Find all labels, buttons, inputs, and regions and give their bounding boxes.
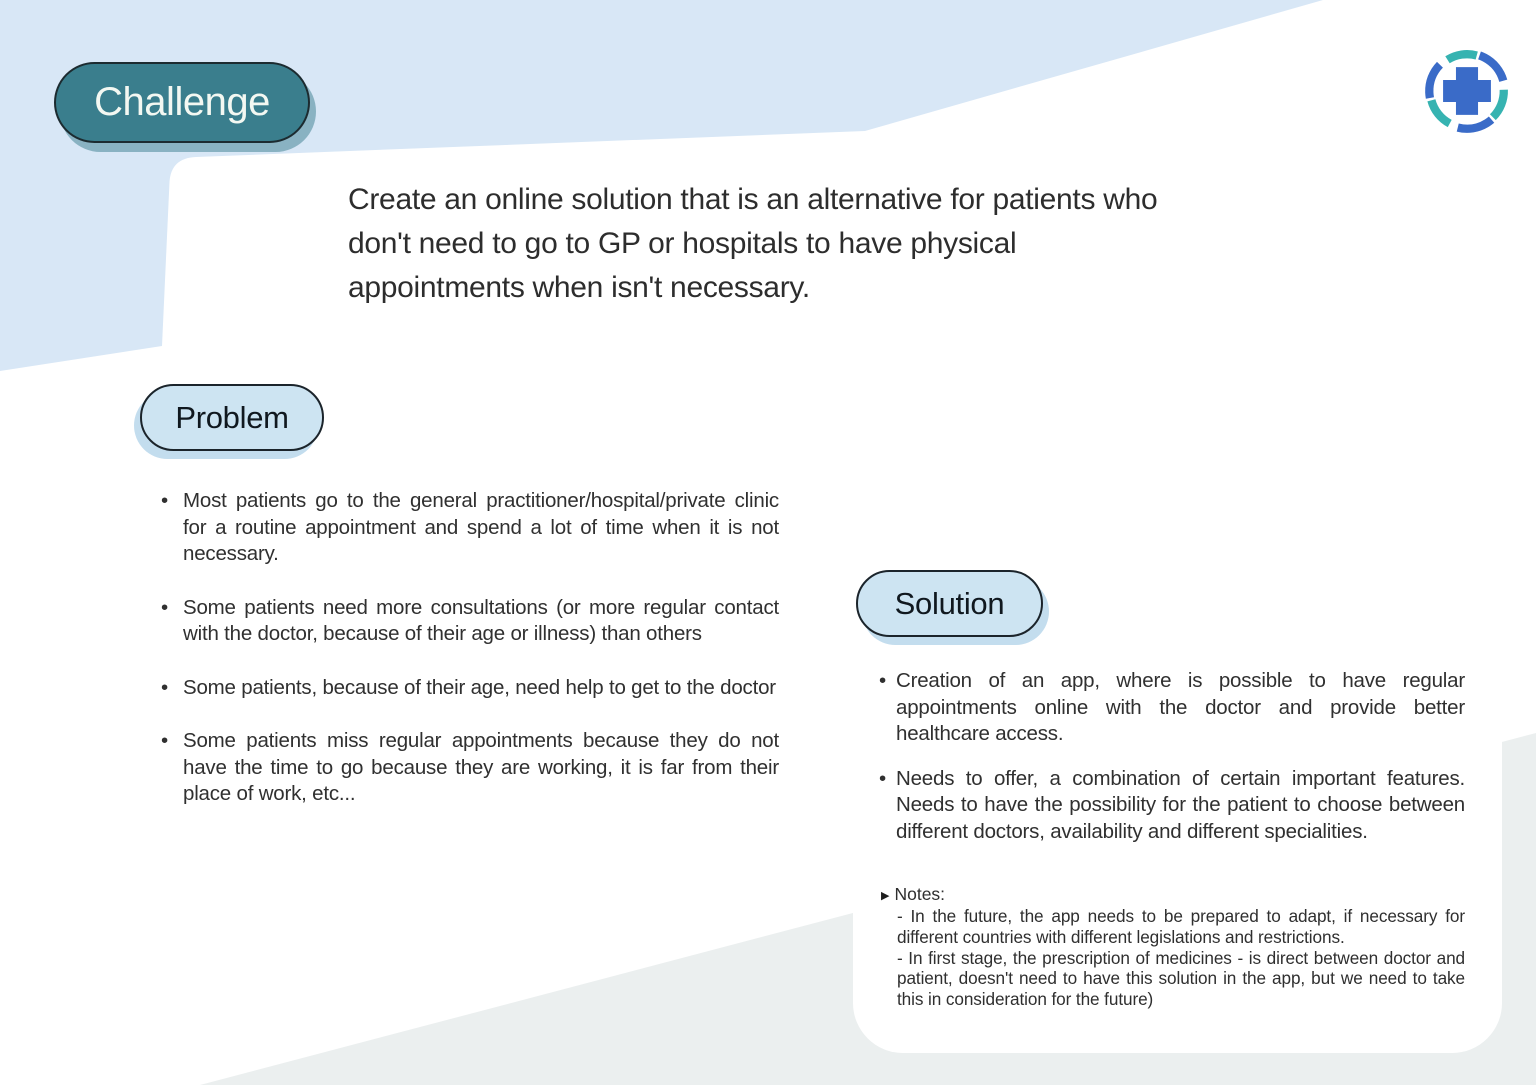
medical-cross-logo-icon xyxy=(1421,42,1513,140)
challenge-pill-label: Challenge xyxy=(94,80,270,124)
problem-bullet-item: • Some patients, because of their age, need help to get to the doctor xyxy=(161,675,779,702)
problem-pill xyxy=(140,384,324,451)
solution-bullet-item: • Needs to offer, a combination of certain important features. Needs to have the possibility for the patient to choose between different doctors, availability and different specialities. xyxy=(879,766,1465,846)
challenge-statement: Create an online solution that is an alternative for patients who don't need to go to GP or hospitals to have physical appointments when isn't necessary. xyxy=(348,183,1158,304)
notes-line: - In first stage, the prescription of medicines - is direct between doctor and patient, doesn't need to have this solution in the app, but we need to take this in consideration for the future) xyxy=(897,947,1465,1010)
notes-arrow-icon: ▶ xyxy=(881,890,890,902)
challenge-pill xyxy=(54,62,310,143)
notes-title: Notes: xyxy=(894,884,946,904)
solution-list xyxy=(879,668,1465,863)
solution-notes xyxy=(881,884,1465,1010)
problem-bullet-item: • Most patients go to the general practitioner/hospital/private clinic for a routine appointment and spend a lot of time when it is not necessary. xyxy=(161,488,779,568)
notes-title-row xyxy=(881,884,1465,905)
solution-pill-label: Solution xyxy=(894,585,1005,621)
problem-bullet-item: • Some patients miss regular appointments because they do not have the time to go because they are working, it is far from their place of work, etc... xyxy=(161,728,779,808)
problem-pill-label: Problem xyxy=(175,399,289,435)
notes-line: - In the future, the app needs to be prepared to adapt, if necessary for different countries with different legislations and restrictions. xyxy=(897,906,1465,947)
problem-list xyxy=(161,488,779,835)
solution-bullet-item: • Creation of an app, where is possible to have regular appointments online with the doctor and provide better healthcare access. xyxy=(879,668,1465,748)
problem-bullet-item: • Some patients need more consultations (or more regular contact with the doctor, because of their age or illness) than others xyxy=(161,595,779,648)
solution-pill xyxy=(856,570,1043,637)
